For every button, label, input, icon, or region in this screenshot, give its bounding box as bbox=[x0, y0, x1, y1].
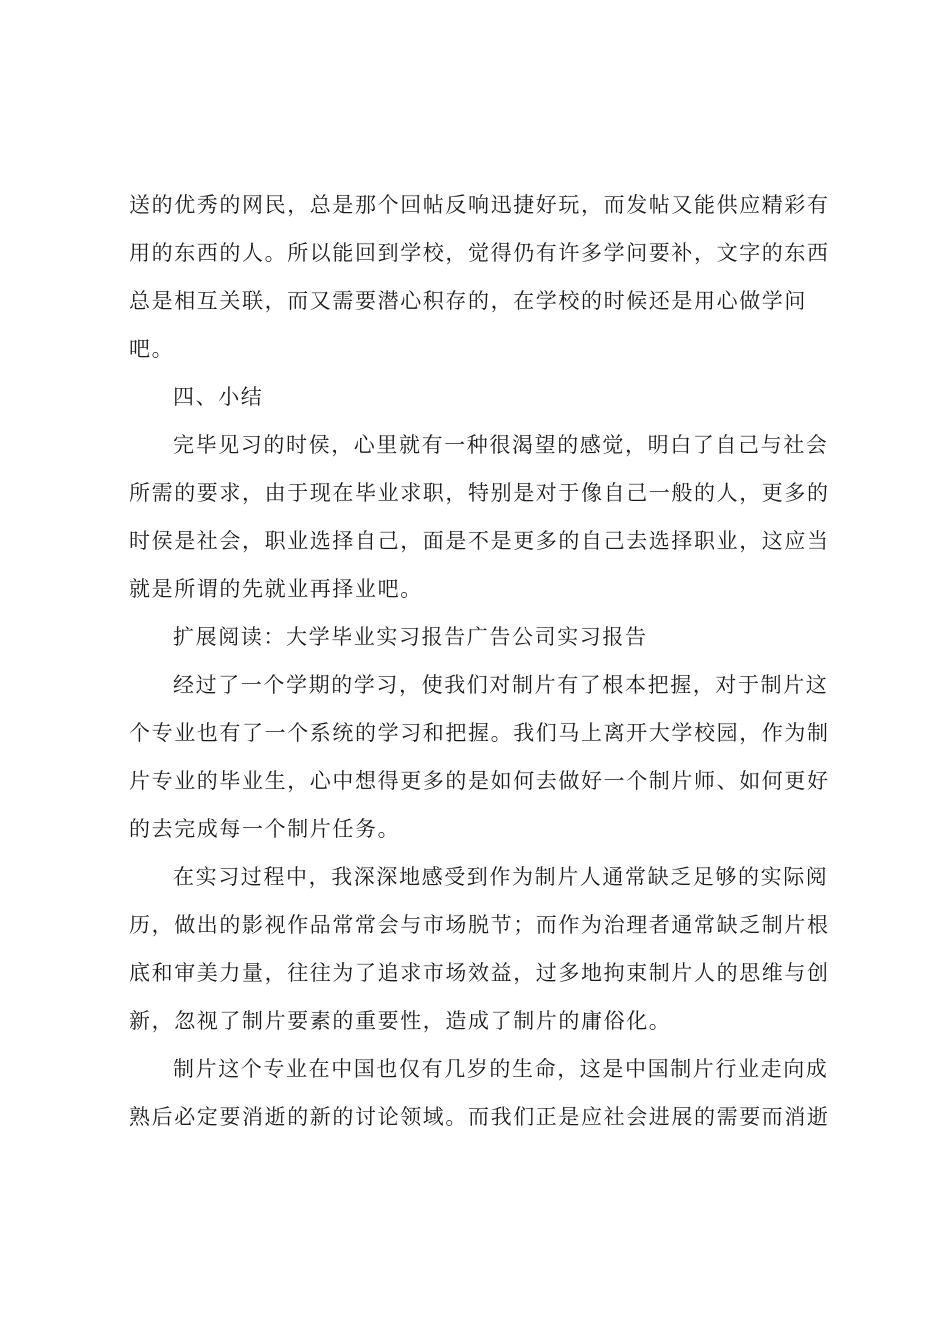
heading-line: 四、小结 bbox=[173, 385, 264, 409]
text-line: 在实习过程中，我深深地感受到作为制片人通常缺乏足够的实际阅 bbox=[173, 865, 829, 889]
document-body bbox=[129, 187, 829, 1147]
paragraph-industry bbox=[129, 1051, 829, 1135]
text-line: 个专业也有了一个系统的学习和把握。我们马上离开大学校园，作为制 bbox=[129, 721, 830, 745]
paragraph-intro bbox=[129, 667, 829, 847]
text-line: 制片这个专业在中国也仅有几岁的生命，这是中国制片行业走向成 bbox=[173, 1057, 829, 1081]
text-line: 完毕见习的时侯，心里就有一种很渴望的感觉，明白了自己与社会 bbox=[173, 433, 829, 457]
text-line: 历，做出的影视作品常常会与市场脱节；而作为治理者通常缺乏制片根 bbox=[129, 913, 830, 937]
text-line: 总是相互关联，而又需要潜心积存的，在学校的时候还是用心做学问 bbox=[129, 289, 807, 313]
text-line: 熟后必定要消逝的新的讨论领域。而我们正是应社会进展的需要而消逝 bbox=[129, 1105, 830, 1129]
text-line: 吧。 bbox=[129, 337, 175, 361]
text-line: 就是所谓的先就业再择业吧。 bbox=[129, 577, 423, 601]
text-line: 经过了一个学期的学习，使我们对制片有了根本把握，对于制片这 bbox=[173, 673, 829, 697]
text-line: 送的优秀的网民，总是那个回帖反响迅捷好玩，而发帖又能供应精彩有 bbox=[129, 193, 830, 217]
text-line: 所需的要求，由于现在毕业求职，特别是对于像自己一般的人，更多的 bbox=[129, 481, 830, 505]
text-line: 时侯是社会，职业选择自己，面是不是更多的自己去选择职业，这应当 bbox=[129, 529, 830, 553]
text-line: 片专业的毕业生，心中想得更多的是如何去做好一个制片师、如何更好 bbox=[129, 769, 830, 793]
heading-line: 扩展阅读：大学毕业实习报告广告公司实习报告 bbox=[173, 625, 648, 649]
text-line: 的去完成每一个制片任务。 bbox=[129, 817, 401, 841]
paragraph-internship bbox=[129, 859, 829, 1039]
extended-reading-heading bbox=[129, 619, 829, 655]
text-line: 用的东西的人。所以能回到学校，觉得仍有许多学问要补，文字的东西 bbox=[129, 241, 830, 265]
paragraph-continuation bbox=[129, 187, 829, 367]
section-heading bbox=[129, 379, 829, 415]
text-line: 底和审美力量，往往为了追求市场效益，过多地拘束制片人的思维与创 bbox=[129, 961, 830, 985]
paragraph-summary bbox=[129, 427, 829, 607]
text-line: 新，忽视了制片要素的重要性，造成了制片的庸俗化。 bbox=[129, 1009, 672, 1033]
